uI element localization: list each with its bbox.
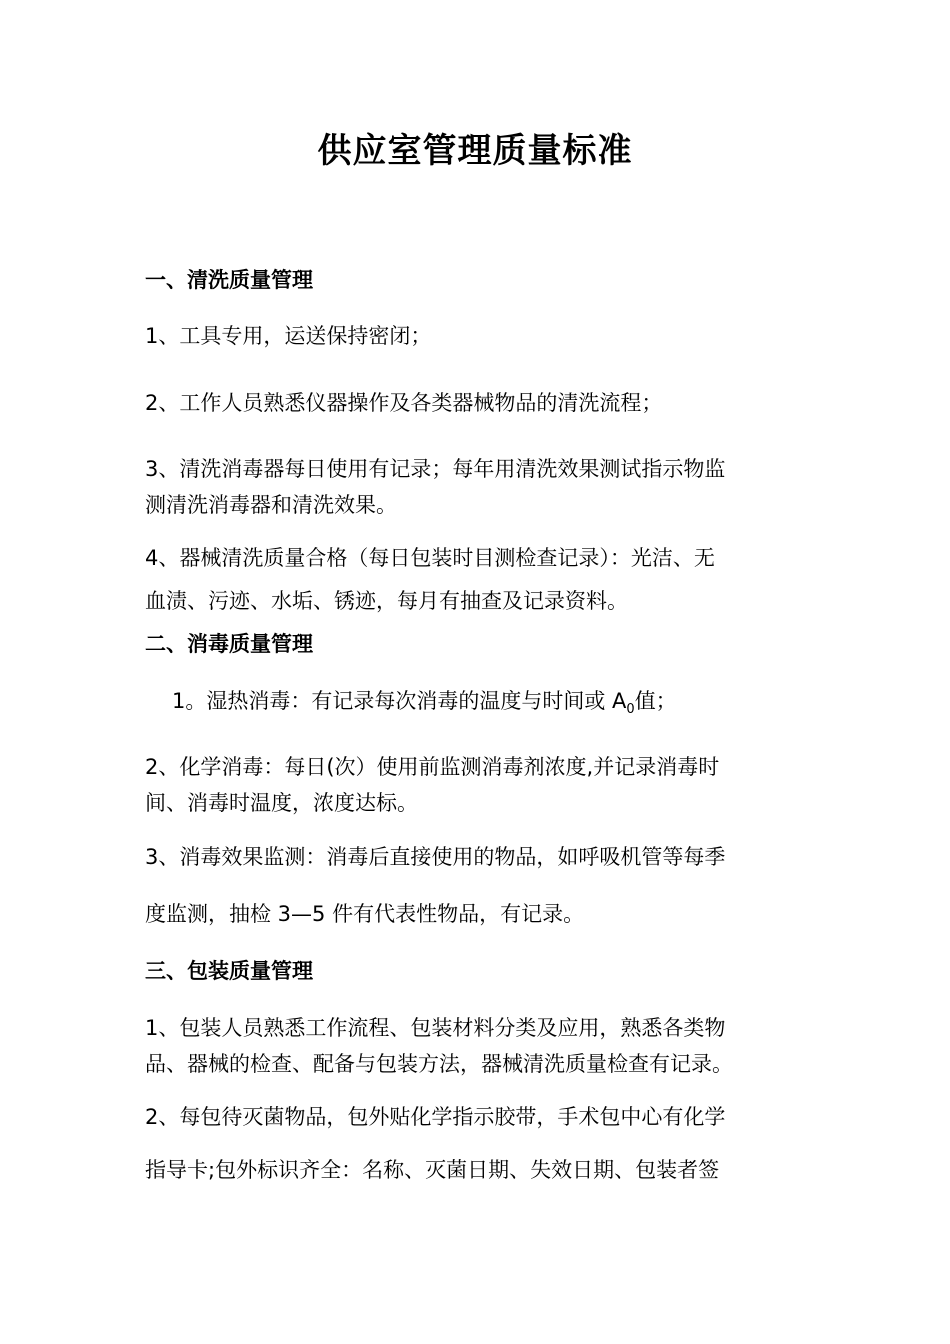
subscript-text: 0: [626, 702, 635, 718]
paragraph-line: 血渍、污迹、水垢、锈迹，每月有抽查及记录资料。: [145, 589, 628, 613]
line-text: 1。湿热消毒：有记录每次消毒的温度与时间或 A: [172, 689, 627, 713]
line-text: 值；: [634, 689, 677, 713]
paragraph-line: 2、化学消毒：每日(次）使用前监测消毒剂浓度,并记录消毒时: [145, 755, 720, 779]
paragraph-line: 度监测，抽检 3—5 件有代表性物品，有记录。: [145, 902, 585, 926]
paragraph-line: 3、消毒效果监测：消毒后直接使用的物品，如呼吸机管等每季: [145, 845, 726, 869]
paragraph-line: 3、清洗消毒器每日使用有记录；每年用清洗效果测试指示物监: [145, 457, 726, 481]
paragraph-line: 1、工具专用，运送保持密闭；: [145, 324, 432, 348]
paragraph-line: 2、每包待灭菌物品，包外贴化学指示胶带，手术包中心有化学: [145, 1105, 726, 1129]
paragraph-line: 1、包装人员熟悉工作流程、包装材料分类及应用，熟悉各类物: [145, 1016, 726, 1040]
paragraph-line: 品、器械的检查、配备与包装方法，器械清洗质量检查有记录。: [145, 1052, 733, 1076]
paragraph-line: [172, 687, 677, 718]
section-heading-cleaning: 一、清洗质量管理: [145, 268, 313, 292]
section-heading-packaging: 三、包装质量管理: [145, 959, 313, 983]
section-heading-disinfection: 二、消毒质量管理: [145, 632, 313, 656]
paragraph-line: 4、器械清洗质量合格（每日包装时目测检查记录）：光洁、无: [145, 546, 715, 570]
paragraph-line: 测清洗消毒器和清洗效果。: [145, 493, 397, 517]
paragraph-line: 指导卡;包外标识齐全：名称、灭菌日期、失效日期、包装者签: [145, 1158, 720, 1182]
paragraph-line: 间、消毒时温度，浓度达标。: [145, 791, 418, 815]
document-title: 供应室管理质量标准: [317, 131, 633, 171]
paragraph-line: 2、工作人员熟悉仪器操作及各类器械物品的清洗流程；: [145, 391, 663, 415]
